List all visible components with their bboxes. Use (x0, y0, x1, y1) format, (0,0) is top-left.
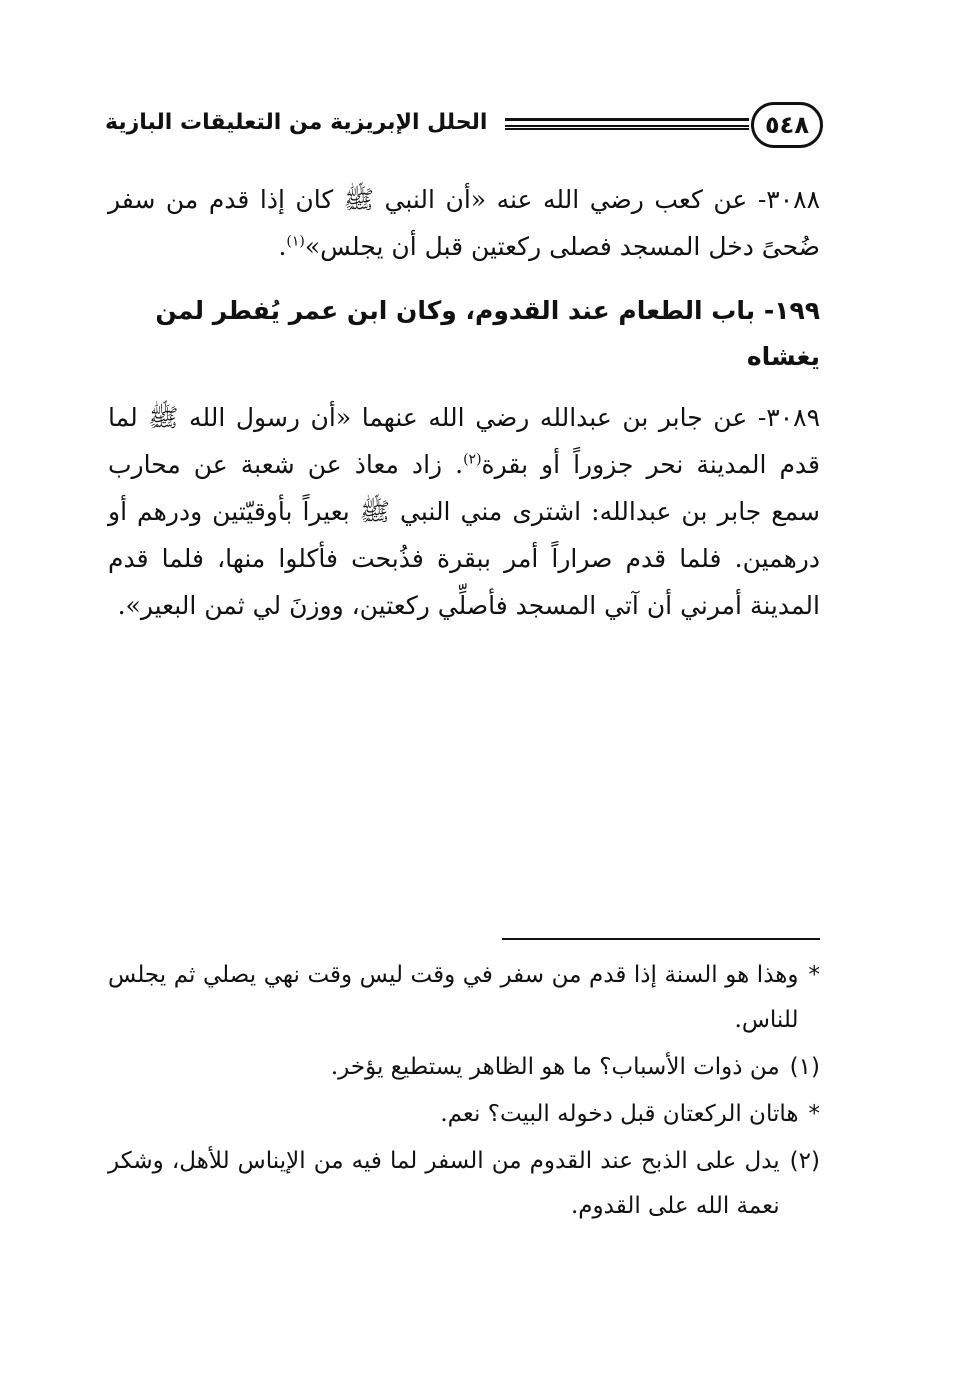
footnote-marker: (٢) (789, 1148, 820, 1174)
footnote-marker: (١) (789, 1054, 820, 1080)
hadith-3088-text: ٣٠٨٨- عن كعب رضي الله عنه «أن النبي ﷺ كان إذا قدم من سفر ضُحىً دخل المسجد فصلى ركعتين قبل أن يجلس» (108, 185, 820, 261)
footnote-text: هاتان الركعتان قبل دخوله البيت؟ نعم. (440, 1101, 799, 1127)
hadith-3088-end: . (278, 232, 287, 261)
footnote-comment-2 (108, 1092, 820, 1137)
footnote-2 (108, 1139, 820, 1229)
running-title: الحلل الإبريزية من التعليقات البازية (105, 110, 488, 135)
hadith-3089 (108, 394, 820, 629)
page-number: ٥٤٨ (751, 102, 823, 148)
footnote-marker: * (808, 1101, 820, 1127)
main-text (108, 176, 820, 647)
footnote-text: من ذوات الأسباب؟ ما هو الظاهر يستطيع يؤخر. (330, 1054, 780, 1080)
hadith-3089-text-b: . زاد معاذ عن شعبة عن محارب سمع جابر بن عبدالله: اشترى مني النبي ﷺ بعيراً بأوقيّتين ودرهم أو درهمين. فلما قدم صراراً أمر ببقرة فذُبحت فأكلوا منها، فلما قدم المدينة أمرني أن آتي المسجد فأصلِّي ركعتين، ووزنَ لي ثمن البعير». (108, 450, 821, 620)
footnote-comment-1 (108, 953, 820, 1043)
footnote-text: وهذا هو السنة إذا قدم من سفر في وقت ليس وقت نهي يصلي ثم يجلس للناس. (108, 962, 799, 1033)
header-rule (505, 118, 749, 127)
footnote-ref-1: (١) (286, 233, 305, 250)
footnote-1 (108, 1045, 820, 1090)
header-rule-lower (505, 128, 749, 130)
hadith-3088 (108, 176, 820, 270)
footnote-ref-2: (٢) (463, 451, 482, 468)
footnote-marker: * (808, 962, 820, 988)
footnotes (108, 953, 820, 1231)
page-header (105, 100, 823, 156)
hadith-3089-text-a: ٣٠٨٩- عن جابر بن عبدالله رضي الله عنهما «أن رسول الله ﷺ لما قدم المدينة نحر جزوراً أو بقرة (108, 403, 820, 479)
footnote-separator (502, 938, 820, 940)
footnote-text: يدل على الذبح عند القدوم من السفر لما فيه من الإيناس للأهل، وشكر نعمة الله على القدوم. (108, 1148, 780, 1219)
chapter-title: ١٩٩- باب الطعام عند القدوم، وكان ابن عمر يُفطر لمن يغشاه (155, 296, 820, 371)
